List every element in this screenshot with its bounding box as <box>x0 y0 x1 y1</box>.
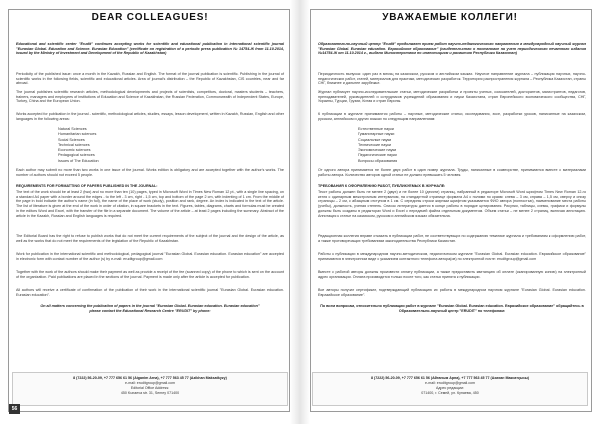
accepted-works-paragraph: Works accepted for publication in the journal - scientific, methodological articles, studies, essays, lesson development, written in Kazakh, Russian, English and other languages in the following areas: <box>16 112 284 121</box>
certificate-paragraph: All authors will receive a certificate of confirmation of the publication of their work in the international scientific journal "Eurasian Global. Eurasian education. Eurasian education". <box>16 288 284 297</box>
right-page <box>300 0 600 424</box>
accepted-works-paragraph: К публикации в журнале принимаются работы – научные, методические статьи, исследования, эссе, разработки уроков, написанные на казахском, русском, английском и других языках по следующим направлениям: <box>318 112 586 121</box>
subject-areas-list <box>58 127 99 164</box>
list-item: Issues of The Education <box>58 158 99 163</box>
contact-closing: По всем вопросам, относительно публикации работ в журнале "Eurasian Global. Eurasian education. Евразийское образование" обращайтесь в Образовательно-научный центр "ERUDIT" по телефонам: <box>320 304 584 313</box>
list-item: Экономические науки <box>358 148 397 153</box>
footer-phones: 8 (7222) 56-20-09, +7 777 656 61 56 (Айганым Арна), +7 777 563 45 77 (Азихан Максатқызы) <box>371 376 529 380</box>
submission-paragraph: Работы к публикации в международном научно-методическом, педагогическом журнале "Eurasian Global. Eurasian education. Евразийское образование" принимаются в электронном виде с указанием контактного телефона автора(ов) по электронной почте: eruditgroup@gmail.com <box>318 252 586 261</box>
requirements-paragraph: Текст работы должен быть не менее 2 (двух) и не более 10 (десяти) страниц, набранный в редакторе Microsoft Word шрифтом Times New Roman 12-го кегля с одинарным межстрочным интервалом, на стандартной странице формата А4 с полями по краям: слева – 3 см, справа – 1,5 см, сверху и снизу страницы – 2 см, с абзацным отступом в 1 см. С середины строки жирным шрифтом указывается ФИО автора (полностью), наименование места работы (учебы), должность, ученая степень. Список литературы дается в конце работы в порядке цитирования. Рисунки, таблицы, схемы, графики и формулы должны быть созданы в редакторах Word и Excel с передачей файла отдельным документом. Объем статьи – не менее 2 страниц, включая аннотацию. Аннотация к статье на казахском, русском и английском языках обязательна. <box>318 190 586 218</box>
page-number: 56 <box>9 404 20 414</box>
requirements-title: ТРЕБОВАНИЯ К ОФОРМЛЕНИЮ РАБОТ, ПУБЛИКУЕМЫХ В ЖУРНАЛЕ: <box>318 184 446 188</box>
periodicity-paragraph: Periodicity of the published issue: once a month in the Kazakh, Russian and English. The format of the journal publication is scientific. Publishing in the journal of scientific works in the following fields, scientific and educational articles. Area of journal's distribution – the Republic of Kazakhstan, CIS countries, near and far abroad. <box>16 72 284 86</box>
list-item: Technical sciences <box>58 142 90 147</box>
publishes-paragraph: Журнал публикует научно-исследовательские статьи, методические разработки и проекты ученых, соискателей, докторантов, магистрантов, педагогов, преподавателей, руководителей и сотрудников учреждений образования и науки Казахстана, стран Европейского экономического сообщества, СНГ, Украины, Турции, Грузии, Китая и стран Европы. <box>318 90 586 104</box>
page-heading: DEAR COLLEAGUES! <box>91 12 209 23</box>
certificate-paragraph: Все авторы получат сертификат, подтверждающий публикацию их работы в международном научном журнале "Eurasian Global. Eurasian education. Евразийское образование". <box>318 288 586 297</box>
contact-footer <box>12 372 288 406</box>
list-item: Гуманитарные науки <box>358 132 395 137</box>
payment-paragraph: Вместе с работой авторы должны произвести оплату публикации, а также предоставить квитанцию об оплате (сканированную копию) на электронный адрес организации. Оплата производится только после того, как статья принята к публикации. <box>318 270 586 279</box>
intro-paragraph: Educational and scientific center "Erudit" continues accepting works for scientific and educational publication in international scientific journal "Eurasian Global. Education and Science. Eurasian Education" (certificate on registration of a periodic press publication № 14754-Ж from 11.10.2014, issued by the Ministry of Investment and Development of the Republic of Kazakhstan) <box>16 42 284 56</box>
requirements-paragraph: The text of the work should be at least 2 (two) and no more than ten (10) pages, typed in Microsoft Word in Times New Roman 12 pt., with a single line spacing, on a standard A4 paper with a border around the edges - to the left - 3 cm, right - 1,5 cm, top and bottom of the page 2 cm, with indenting of 1 cm. From the middle of the page in bold indicate the author's name (in full), the name of the place of work (study), position and rank, degree. An index is indicated in the text of the article. The list of literature is given at the end of the work in order of citation, in square brackets in the text. Figures, tables, diagrams, charts and formulas must be created in the editors Word and Excel, with the transfer of the file in a separate document. The volume of the article – at least 2 pages including the summary. Abstract of the article in the Kazakh, Russian and English languages is required. <box>16 190 284 218</box>
submission-paragraph: Work for publication in the international scientific and methodological, pedagogical journal "Eurasian Global. Eurasian education. Eurasian education" are accepted in electronic form with contact number of the author (s) by e-mail: eruditgroup@gmail.com <box>16 252 284 261</box>
requirements-title: REQUIREMENTS FOR FORMATTING OF PAPERS PUBLISHED IN THE JOURNAL: <box>16 184 158 188</box>
list-item: Вопросы образования <box>358 158 398 163</box>
editorial-board-paragraph: Редакционная коллегия вправе отказать в публикации работ, не соответствующих по содержанию тематике журнала и требованиям к оформлению работ, а также противоречащих требованиям законодательства Республики Казахстан. <box>318 234 586 243</box>
payment-paragraph: Together with the work of the authors should make their payment as well as provide a receipt of the fee (scanned copy) of the phone to which is sent on the account of the organization. Paid publications are placed in the sections of the journal. Payment is made only after the article is accepted for publication. <box>16 270 284 279</box>
contact-footer <box>312 372 588 406</box>
authors-paragraph: От одного автора принимается не более двух работ в один номер журнала. Труды, написанные в соавторстве, принимаются вместе с материалами работы автора. Количество авторов одной статьи не должно превышать 5 человек. <box>318 168 586 177</box>
editorial-board-paragraph: The Editorial Board has the right to refuse to publish works that do not meet the current requirements of the subject of the journal and the design of the article, as well as the works that do not meet the requirements of the legislation of the Republic of Kazakhstan. <box>16 234 284 243</box>
footer-address: 071400, г. Семей, ул. Кунаева, 450 <box>421 391 479 395</box>
list-item: Pedagogical sciences <box>58 153 95 158</box>
list-item: Economic sciences <box>58 148 91 153</box>
footer-address: 450 Kunaeva str. 31, Semey 071400 <box>120 391 180 395</box>
list-item: Технические науки <box>358 142 392 147</box>
footer-editorial-label: Editorial Office Address: <box>130 386 170 390</box>
footer-phones: 8 (7222) 56-20-09, +7 777 656 61 56 (Aiganim Arna), +7 777 563 45 77 (Azikhan Maksatkyzy) <box>73 376 227 380</box>
contact-closing: On all matters concerning the publication of papers in the journal "Eurasian Global. Eurasian education. Eurasian education" please contact the Educational Research Centre "ERUDIT" by phone: <box>40 304 260 313</box>
page-heading: УВАЖАЕМЫЕ КОЛЛЕГИ! <box>382 12 518 23</box>
list-item: Social Sciences <box>58 137 85 142</box>
intro-paragraph: Образовательно-научный центр "Erudit" продолжает прием работ научно-педагогического направления в международный научный журнал "Eurasian Global. Eurasian education. Евразийское образование" (свидетельство о постановке на учет периодического печатного издания №14754-Ж от 11.10.2014 г., выдано Министерством по инвестициям и развитию Республики Казахстан) <box>318 42 586 56</box>
list-item: Natural Sciences <box>58 127 87 131</box>
footer-email: e-mail: eruditgroup@gmail.com <box>425 381 475 385</box>
list-item: Естественные науки <box>358 127 394 131</box>
list-item: Humanitarian sciences <box>58 132 97 137</box>
publishes-paragraph: The journal publishes scientific research articles, methodological developments and projects of scientists, competitors, doctoral, masters students – teachers, trainers, managers and employees of institutions of Education and Science of Kazakhstan, the Russian Federation, Commonwealth of Independent States, Europe, Turkey, China and the European Union. <box>16 90 284 104</box>
authors-paragraph: Each author may submit no more than two works in one issue of the journal. Works edition is obligatory and are accepted together with the author's works. The number of authors should not exceed 5 people. <box>16 168 284 177</box>
list-item: Социальные науки <box>358 137 392 142</box>
footer-editorial-label: Адрес редакции: <box>436 386 464 390</box>
subject-areas-list <box>358 127 397 164</box>
footer-email: e-mail: eruditgroup@gmail.com <box>125 381 175 385</box>
list-item: Педагогические науки <box>358 153 397 158</box>
periodicity-paragraph: Периодичность выпуска: один раз в месяц на казахском, русском и английском языках. Научное направление журнала – публикация научных, научно-педагогических работ, статей, материалов для практики, методических разработок. Территория распространения журнала – Республика Казахстан, страны СНГ, ближнее и дальнее зарубежье. <box>318 72 586 86</box>
